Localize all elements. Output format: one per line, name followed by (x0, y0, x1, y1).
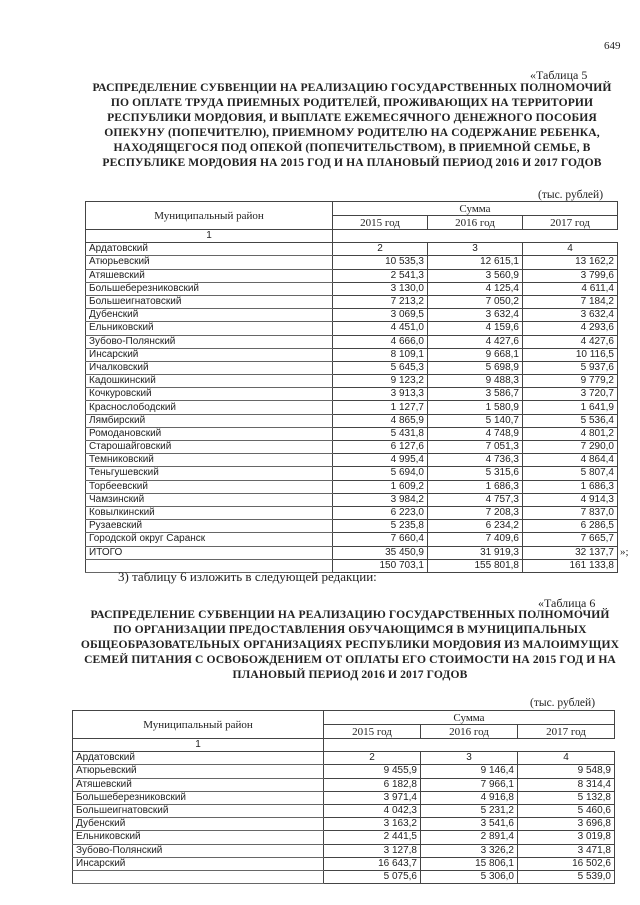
amount-cell: 4 748,9 (428, 427, 523, 440)
amount-cell: 4 (518, 752, 615, 765)
amount-cell: 1 580,9 (428, 401, 523, 414)
district-name: Дубенский (86, 309, 333, 322)
table-row (73, 752, 615, 765)
amount-cell: 35 450,9 (333, 546, 428, 559)
amount-cell: 3 (428, 243, 523, 256)
amount-cell: 9 548,9 (518, 765, 615, 778)
district-name: Атяшевский (73, 778, 324, 791)
district-name: Рузаевский (86, 520, 333, 533)
amount-cell: 3 586,7 (428, 388, 523, 401)
amount-cell: 6 234,2 (428, 520, 523, 533)
table-row (86, 414, 618, 427)
district-name: Темниковский (86, 454, 333, 467)
amount-cell: 155 801,8 (428, 559, 523, 572)
district-name: Краснослободский (86, 401, 333, 414)
amount-cell: 3 069,5 (333, 309, 428, 322)
district-name: Большеигнатовский (86, 295, 333, 308)
amount-cell: 4 427,6 (523, 335, 618, 348)
table-row (86, 401, 618, 414)
amount-cell: 4 293,6 (523, 322, 618, 335)
amount-cell: 3 632,4 (523, 309, 618, 322)
amount-cell: 4 427,6 (428, 335, 523, 348)
table5-units: (тыс. рублей) (538, 189, 604, 201)
district-name: Ельниковский (73, 831, 324, 844)
table-row (73, 791, 615, 804)
district-name: Зубово-Полянский (73, 844, 324, 857)
amount-cell: 3 163,2 (324, 818, 421, 831)
table-row (73, 831, 615, 844)
amount-cell: 5 539,0 (518, 870, 615, 883)
amount-cell: 5 431,8 (333, 427, 428, 440)
table-row (86, 493, 618, 506)
amount-cell: 1 127,7 (333, 401, 428, 414)
amount-cell: 4 865,9 (333, 414, 428, 427)
table-row (73, 778, 615, 791)
district-name: Городской округ Саранск (86, 533, 333, 546)
amount-cell: 1 686,3 (523, 480, 618, 493)
year-header: 2015 год (324, 725, 421, 739)
district-name: Лямбирский (86, 414, 333, 427)
amount-cell: 7 213,2 (333, 295, 428, 308)
district-name: Кадошкинский (86, 375, 333, 388)
amount-cell: 5 235,8 (333, 520, 428, 533)
amount-cell: 4 451,0 (333, 322, 428, 335)
amount-cell: 5 694,0 (333, 467, 428, 480)
amount-cell: 5 645,3 (333, 361, 428, 374)
amount-cell: 1 641,9 (523, 401, 618, 414)
amount-cell: 32 137,7 (523, 546, 618, 559)
column-number: 1 (86, 230, 333, 243)
district-name: Дубенский (73, 818, 324, 831)
table-row (86, 243, 618, 256)
amount-cell: 4 757,3 (428, 493, 523, 506)
amount-cell: 3 127,8 (324, 844, 421, 857)
district-name: Атюрьевский (86, 256, 333, 269)
table-row (86, 467, 618, 480)
district-name (73, 870, 324, 883)
district-name: Ичалковский (86, 361, 333, 374)
amount-cell: 13 162,2 (523, 256, 618, 269)
district-name: Теньгушевский (86, 467, 333, 480)
amount-cell: 5 132,8 (518, 791, 615, 804)
table-row (73, 765, 615, 778)
table-row (73, 857, 615, 870)
district-name: Кочкуровский (86, 388, 333, 401)
amount-cell: 3 913,3 (333, 388, 428, 401)
amount-cell: 5 536,4 (523, 414, 618, 427)
table-row (86, 441, 618, 454)
amount-cell: 7 665,7 (523, 533, 618, 546)
table6 (72, 710, 615, 884)
district-name: Ромодановский (86, 427, 333, 440)
column-number-row (73, 739, 615, 752)
amount-cell: 9 779,2 (523, 375, 618, 388)
amount-cell: 5 937,6 (523, 361, 618, 374)
amount-cell: 3 971,4 (324, 791, 421, 804)
amount-cell: 4 801,2 (523, 427, 618, 440)
amount-cell: 4 125,4 (428, 282, 523, 295)
amount-cell: 4 611,4 (523, 282, 618, 295)
amount-cell: 7 051,3 (428, 441, 523, 454)
district-name: Атяшевский (86, 269, 333, 282)
table5 (85, 201, 618, 573)
amount-cell: 9 146,4 (421, 765, 518, 778)
amount-cell: 4 042,3 (324, 804, 421, 817)
amount-cell: 16 502,6 (518, 857, 615, 870)
amount-cell: 6 223,0 (333, 506, 428, 519)
amount-cell: 5 698,9 (428, 361, 523, 374)
amount-cell: 150 703,1 (333, 559, 428, 572)
amount-cell: 3 696,8 (518, 818, 615, 831)
amount-cell: 7 660,4 (333, 533, 428, 546)
header-row (73, 711, 615, 725)
amount-cell: 3 326,2 (421, 844, 518, 857)
column-number-row (86, 230, 618, 243)
table-row (86, 269, 618, 282)
table-row (73, 844, 615, 857)
district-name: Старошайговский (86, 441, 333, 454)
table5-label: «Таблица 5 (530, 68, 588, 82)
amount-cell: 4 995,4 (333, 454, 428, 467)
table-row (86, 256, 618, 269)
table-row (86, 546, 618, 559)
amount-cell: 4 916,8 (421, 791, 518, 804)
amount-cell: 8 109,1 (333, 348, 428, 361)
amount-cell: 4 736,3 (428, 454, 523, 467)
district-name: Инсарский (86, 348, 333, 361)
amount-cell: 5 140,7 (428, 414, 523, 427)
amount-cell: 7 290,0 (523, 441, 618, 454)
amount-cell: 6 127,6 (333, 441, 428, 454)
table-row (86, 295, 618, 308)
amount-cell: 16 643,7 (324, 857, 421, 870)
table-row (73, 818, 615, 831)
table-row (86, 427, 618, 440)
amount-cell: 10 535,3 (333, 256, 428, 269)
amount-cell: 4 864,4 (523, 454, 618, 467)
district-header: Муниципальный район (86, 202, 333, 230)
sum-header: Сумма (333, 202, 618, 216)
amount-cell: 9 488,3 (428, 375, 523, 388)
table-row (86, 454, 618, 467)
table6-label: «Таблица 6 (538, 596, 596, 610)
table6-units: (тыс. рублей) (530, 697, 596, 709)
amount-cell: 3 799,6 (523, 269, 618, 282)
header-row (86, 202, 618, 216)
district-name: Ковылкинский (86, 506, 333, 519)
amount-cell: 8 314,4 (518, 778, 615, 791)
district-name: Ардатовский (86, 243, 333, 256)
year-header: 2016 год (428, 216, 523, 230)
amount-cell: 5 075,6 (324, 870, 421, 883)
year-header: 2015 год (333, 216, 428, 230)
amount-cell: 7 184,2 (523, 295, 618, 308)
amount-cell: 7 208,3 (428, 506, 523, 519)
amount-cell: 4 159,6 (428, 322, 523, 335)
amount-cell: 3 541,6 (421, 818, 518, 831)
table-row (86, 348, 618, 361)
district-name: Ардатовский (73, 752, 324, 765)
table-row (86, 533, 618, 546)
amount-cell: 2 (333, 243, 428, 256)
table5-closing: »; (620, 546, 629, 558)
amount-cell: 6 286,5 (523, 520, 618, 533)
table-row (86, 520, 618, 533)
amount-cell: 5 306,0 (421, 870, 518, 883)
page-number: 649 (604, 40, 621, 52)
column-number: 1 (73, 739, 324, 752)
district-name: ИТОГО (86, 546, 333, 559)
amount-cell: 2 (324, 752, 421, 765)
amount-cell: 4 666,0 (333, 335, 428, 348)
amount-cell: 2 541,3 (333, 269, 428, 282)
amount-cell: 4 914,3 (523, 493, 618, 506)
year-header: 2016 год (421, 725, 518, 739)
table-row (86, 480, 618, 493)
amount-cell: 3 130,0 (333, 282, 428, 295)
district-name: Торбеевский (86, 480, 333, 493)
table-row (86, 335, 618, 348)
district-name: Зубово-Полянский (86, 335, 333, 348)
amount-cell: 3 471,8 (518, 844, 615, 857)
table-row (86, 375, 618, 388)
amount-cell: 2 891,4 (421, 831, 518, 844)
amount-cell: 7 050,2 (428, 295, 523, 308)
table-row (86, 309, 618, 322)
amount-cell: 5 460,6 (518, 804, 615, 817)
amount-cell: 7 837,0 (523, 506, 618, 519)
table6-title: РАСПРЕДЕЛЕНИЕ СУБВЕНЦИИ НА РЕАЛИЗАЦИЮ ГОСУДАРСТВЕННЫХ ПОЛНОМОЧИЙ ПО ОРГАНИЗАЦИИ ПРЕДОСТАВЛЕНИЯ ОБУЧАЮЩИМСЯ В МУНИЦИПАЛЬНЫХ ОБЩЕОБРАЗОВАТЕЛЬНЫХ ОРГАНИЗАЦИЯХ РЕСПУБЛИКИ МОРДОВИЯ ИЗ МАЛОИМУЩИХ СЕМЕЙ ПИТАНИЯ С ОСВОБОЖДЕНИЕМ ОТ ОПЛАТЫ ЕГО СТОИМОСТИ НА 2015 ГОД И НА ПЛАНОВЫЙ ПЕРИОД 2016 И 2017 ГОДОВ (80, 608, 620, 681)
table-row (86, 322, 618, 335)
amount-cell: 1 609,2 (333, 480, 428, 493)
amount-cell: 31 919,3 (428, 546, 523, 559)
amount-cell: 3 720,7 (523, 388, 618, 401)
table-row (73, 804, 615, 817)
district-header: Муниципальный район (73, 711, 324, 739)
district-name: Большеигнатовский (73, 804, 324, 817)
district-name: Большеберезниковский (86, 282, 333, 295)
district-name: Атюрьевский (73, 765, 324, 778)
district-name: Ельниковский (86, 322, 333, 335)
amount-cell: 1 686,3 (428, 480, 523, 493)
amount-cell: 3 984,2 (333, 493, 428, 506)
table-row (86, 282, 618, 295)
sum-header: Сумма (324, 711, 615, 725)
amount-cell: 161 133,8 (523, 559, 618, 572)
amount-cell: 6 182,8 (324, 778, 421, 791)
paragraph: 3) таблицу 6 изложить в следующей редакции: (118, 569, 377, 584)
table5-title: РАСПРЕДЕЛЕНИЕ СУБВЕНЦИИ НА РЕАЛИЗАЦИЮ ГОСУДАРСТВЕННЫХ ПОЛНОМОЧИЙ ПО ОПЛАТЕ ТРУДА ПРИЕМНЫХ РОДИТЕЛЕЙ, ПРОЖИВАЮЩИХ НА ТЕРРИТОРИИ РЕСПУБЛИКИ МОРДОВИЯ, И ВЫПЛАТЕ ЕЖЕМЕСЯЧНОГО ДЕНЕЖНОГО ПОСОБИЯ ОПЕКУНУ (ПОПЕЧИТЕЛЮ), ПРИЕМНОМУ РОДИТЕЛЮ НА СОДЕРЖАНИЕ РЕБЕНКА, НАХОДЯЩЕГОСЯ ПОД ОПЕКОЙ (ПОПЕЧИТЕЛЬСТВОМ), В ПРИЕМНОЙ СЕМЬЕ, В РЕСПУБЛИКЕ МОРДОВИЯ НА 2015 ГОД И НА ПЛАНОВЫЙ ПЕРИОД 2016 И 2017 ГОДОВ (92, 81, 612, 169)
year-header: 2017 год (518, 725, 615, 739)
amount-cell: 4 (523, 243, 618, 256)
amount-cell: 12 615,1 (428, 256, 523, 269)
table-row (86, 361, 618, 374)
amount-cell: 3 019,8 (518, 831, 615, 844)
amount-cell: 5 231,2 (421, 804, 518, 817)
table-row (86, 388, 618, 401)
amount-cell: 2 441,5 (324, 831, 421, 844)
district-name: Чамзинский (86, 493, 333, 506)
table-row (86, 506, 618, 519)
amount-cell: 3 632,4 (428, 309, 523, 322)
amount-cell: 7 409,6 (428, 533, 523, 546)
amount-cell: 5 807,4 (523, 467, 618, 480)
amount-cell: 5 315,6 (428, 467, 523, 480)
amount-cell: 3 (421, 752, 518, 765)
amount-cell: 9 668,1 (428, 348, 523, 361)
table-row (73, 870, 615, 883)
amount-cell: 3 560,9 (428, 269, 523, 282)
amount-cell: 15 806,1 (421, 857, 518, 870)
amount-cell: 9 455,9 (324, 765, 421, 778)
amount-cell: 7 966,1 (421, 778, 518, 791)
district-name: Большеберезниковский (73, 791, 324, 804)
amount-cell: 10 116,5 (523, 348, 618, 361)
district-name: Инсарский (73, 857, 324, 870)
amount-cell: 9 123,2 (333, 375, 428, 388)
year-header: 2017 год (523, 216, 618, 230)
